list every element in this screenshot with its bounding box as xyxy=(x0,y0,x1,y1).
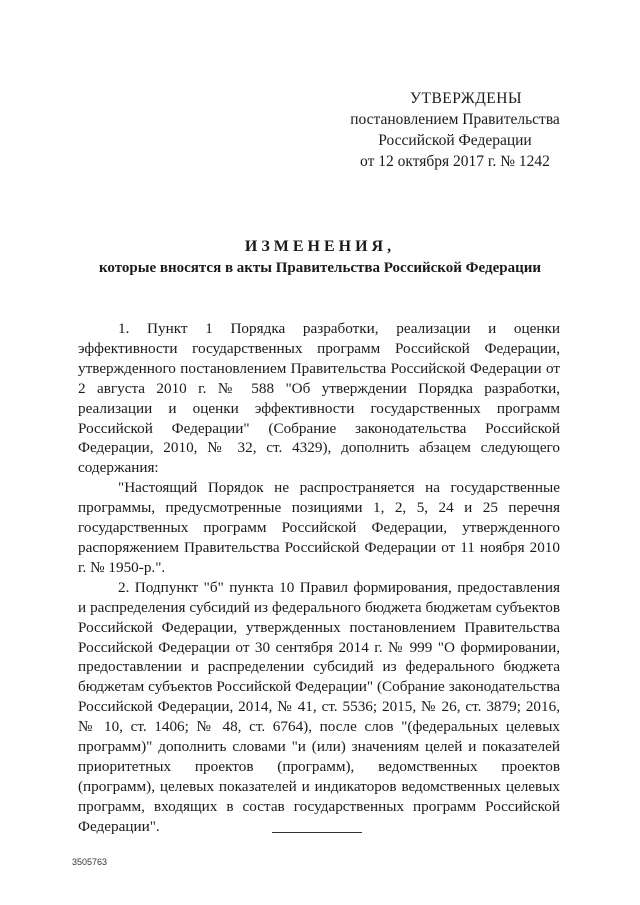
approval-line-3: от 12 октября 2017 г. № 1242 xyxy=(360,153,550,170)
document-number: 3505763 xyxy=(72,857,108,867)
approval-block xyxy=(330,88,580,172)
paragraph-2: "Настоящий Порядок не распространяется на государственные программы, предусмотренные позициями 1, 2, 5, 24 и 25 перечня государственных программ Российской Федерации, утвержденного распоряжением Правительства Российской Федерации от 11 ноября 2010 г. № 1950-р.". xyxy=(78,479,560,576)
approval-heading: УТВЕРЖДЕНЫ xyxy=(410,90,522,107)
document-subtitle: которые вносятся в акты Правительства Российской Федерации xyxy=(98,260,542,276)
approval-line-1: постановлением Правительства xyxy=(350,111,560,128)
paragraph-1: 1. Пункт 1 Порядка разработки, реализации и оценки эффективности государственных программ Российской Федерации, утвержденного постановлением Правительства Российской Федерации от 2 августа 2010 г. № 588 "Об утверждении Порядка разработки, реализации и оценки эффективности государственных программ Российской Федерации" (Собрание законодательства Российской Федерации, 2010, № 32, ст. 4329), дополнить абзацем следующего содержания: xyxy=(78,320,560,477)
approval-line-2: Российской Федерации xyxy=(378,132,532,149)
end-divider xyxy=(272,832,362,833)
document-title: ИЗМЕНЕНИЯ, xyxy=(244,238,396,255)
document-body xyxy=(78,319,560,837)
paragraph-3: 2. Подпункт "б" пункта 10 Правил формирования, предоставления и распределения субсидий из федерального бюджета бюджетам субъектов Российской Федерации, утвержденных постановлением Правительства Российской Федерации от 30 сентября 2014 г. № 999 "О формировании, предоставлении и распределении субсидий из федерального бюджета бюджетам субъектов Российской Федерации" (Собрание законодательства Российской Федерации, 2014, № 41, ст. 5536; 2015, № 26, ст. 3879; 2016, № 10, ст. 1406; № 48, ст. 6764), после слов "(федеральных целевых программ)" дополнить словами "и (или) значениям целей и показателей приоритетных проектов (программ), ведомственных проектов (программ), целевых показателей и индикаторов ведомственных целевых программ, входящих в состав государственных программ Российской Федерации". xyxy=(78,578,560,835)
